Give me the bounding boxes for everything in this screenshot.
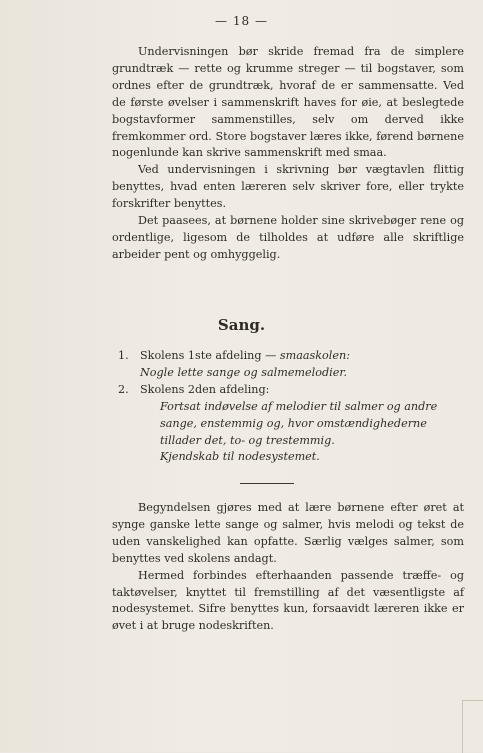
list-subitem: Nogle lette sange og salmemelodier. <box>140 365 348 379</box>
list-emphasis: smaaskolen: <box>279 349 350 362</box>
section-divider <box>240 483 294 484</box>
paragraph: Undervisningen bør skride fremad fra de simplere grundtræk — rette og krumme streger — til bogstaver, som ordnes efter de grundtræk, hvoraf de er sammensatte. Ved de første øvelser i sammenskrift haves for øie, at beslegtede bogstavformer sammenstilles, selv om derved ikke fremkommer ord. Store bogstaver læres ikke, førend børnene nogenlunde kan skrive sammenskrift med smaa. <box>112 45 464 160</box>
list-item <box>118 348 458 365</box>
page-corner <box>462 700 483 753</box>
curriculum-list <box>118 348 458 466</box>
list-text: Skolens 1ste afdeling — <box>140 349 277 362</box>
list-subitem: Kjendskab til nodesystemet. <box>160 450 320 464</box>
paragraph: Hermed forbindes efterhaanden passende træffe- og taktøvelser, knyttet til fremstilling af det væsentligste af nodesystemet. Sifre benyttes kun, forsaavidt læreren ikke er øvet i at bruge nodeskriften. <box>112 568 464 633</box>
list-number: 1. <box>118 349 129 362</box>
paragraph: Begyndelsen gjøres med at lære børnene efter øret at synge ganske lette sange og salmer, hvis melodi og tekst de uden vanskelighed kan opfatte. Særlig vælges salmer, som benyttes ved skolens andagt. <box>112 501 464 565</box>
page-number: — 18 — <box>215 14 268 28</box>
list-text: Skolens 2den afdeling: <box>140 382 270 396</box>
paragraph: Ved undervisningen i skrivning bør vægtavlen flittig benyttes, hvad enten læreren selv skriver fore, eller trykte forskrifter benyttes. <box>112 163 464 211</box>
list-item <box>118 382 458 399</box>
closing-text <box>112 500 464 635</box>
section-title: Sang. <box>217 316 266 334</box>
list-subitem: Fortsat indøvelse af melodier til salmer og andre sange, enstemmig og, hvor omstændighederne tillader det, to- og trestemmig. <box>160 399 438 447</box>
list-number: 2. <box>118 382 129 396</box>
paragraph: Det paasees, at børnene holder sine skrivebøger rene og ordentlige, ligesom de tilholdes at udføre alle skriftlige arbeider pent og omhyggelig. <box>112 214 464 261</box>
intro-text <box>112 44 464 264</box>
